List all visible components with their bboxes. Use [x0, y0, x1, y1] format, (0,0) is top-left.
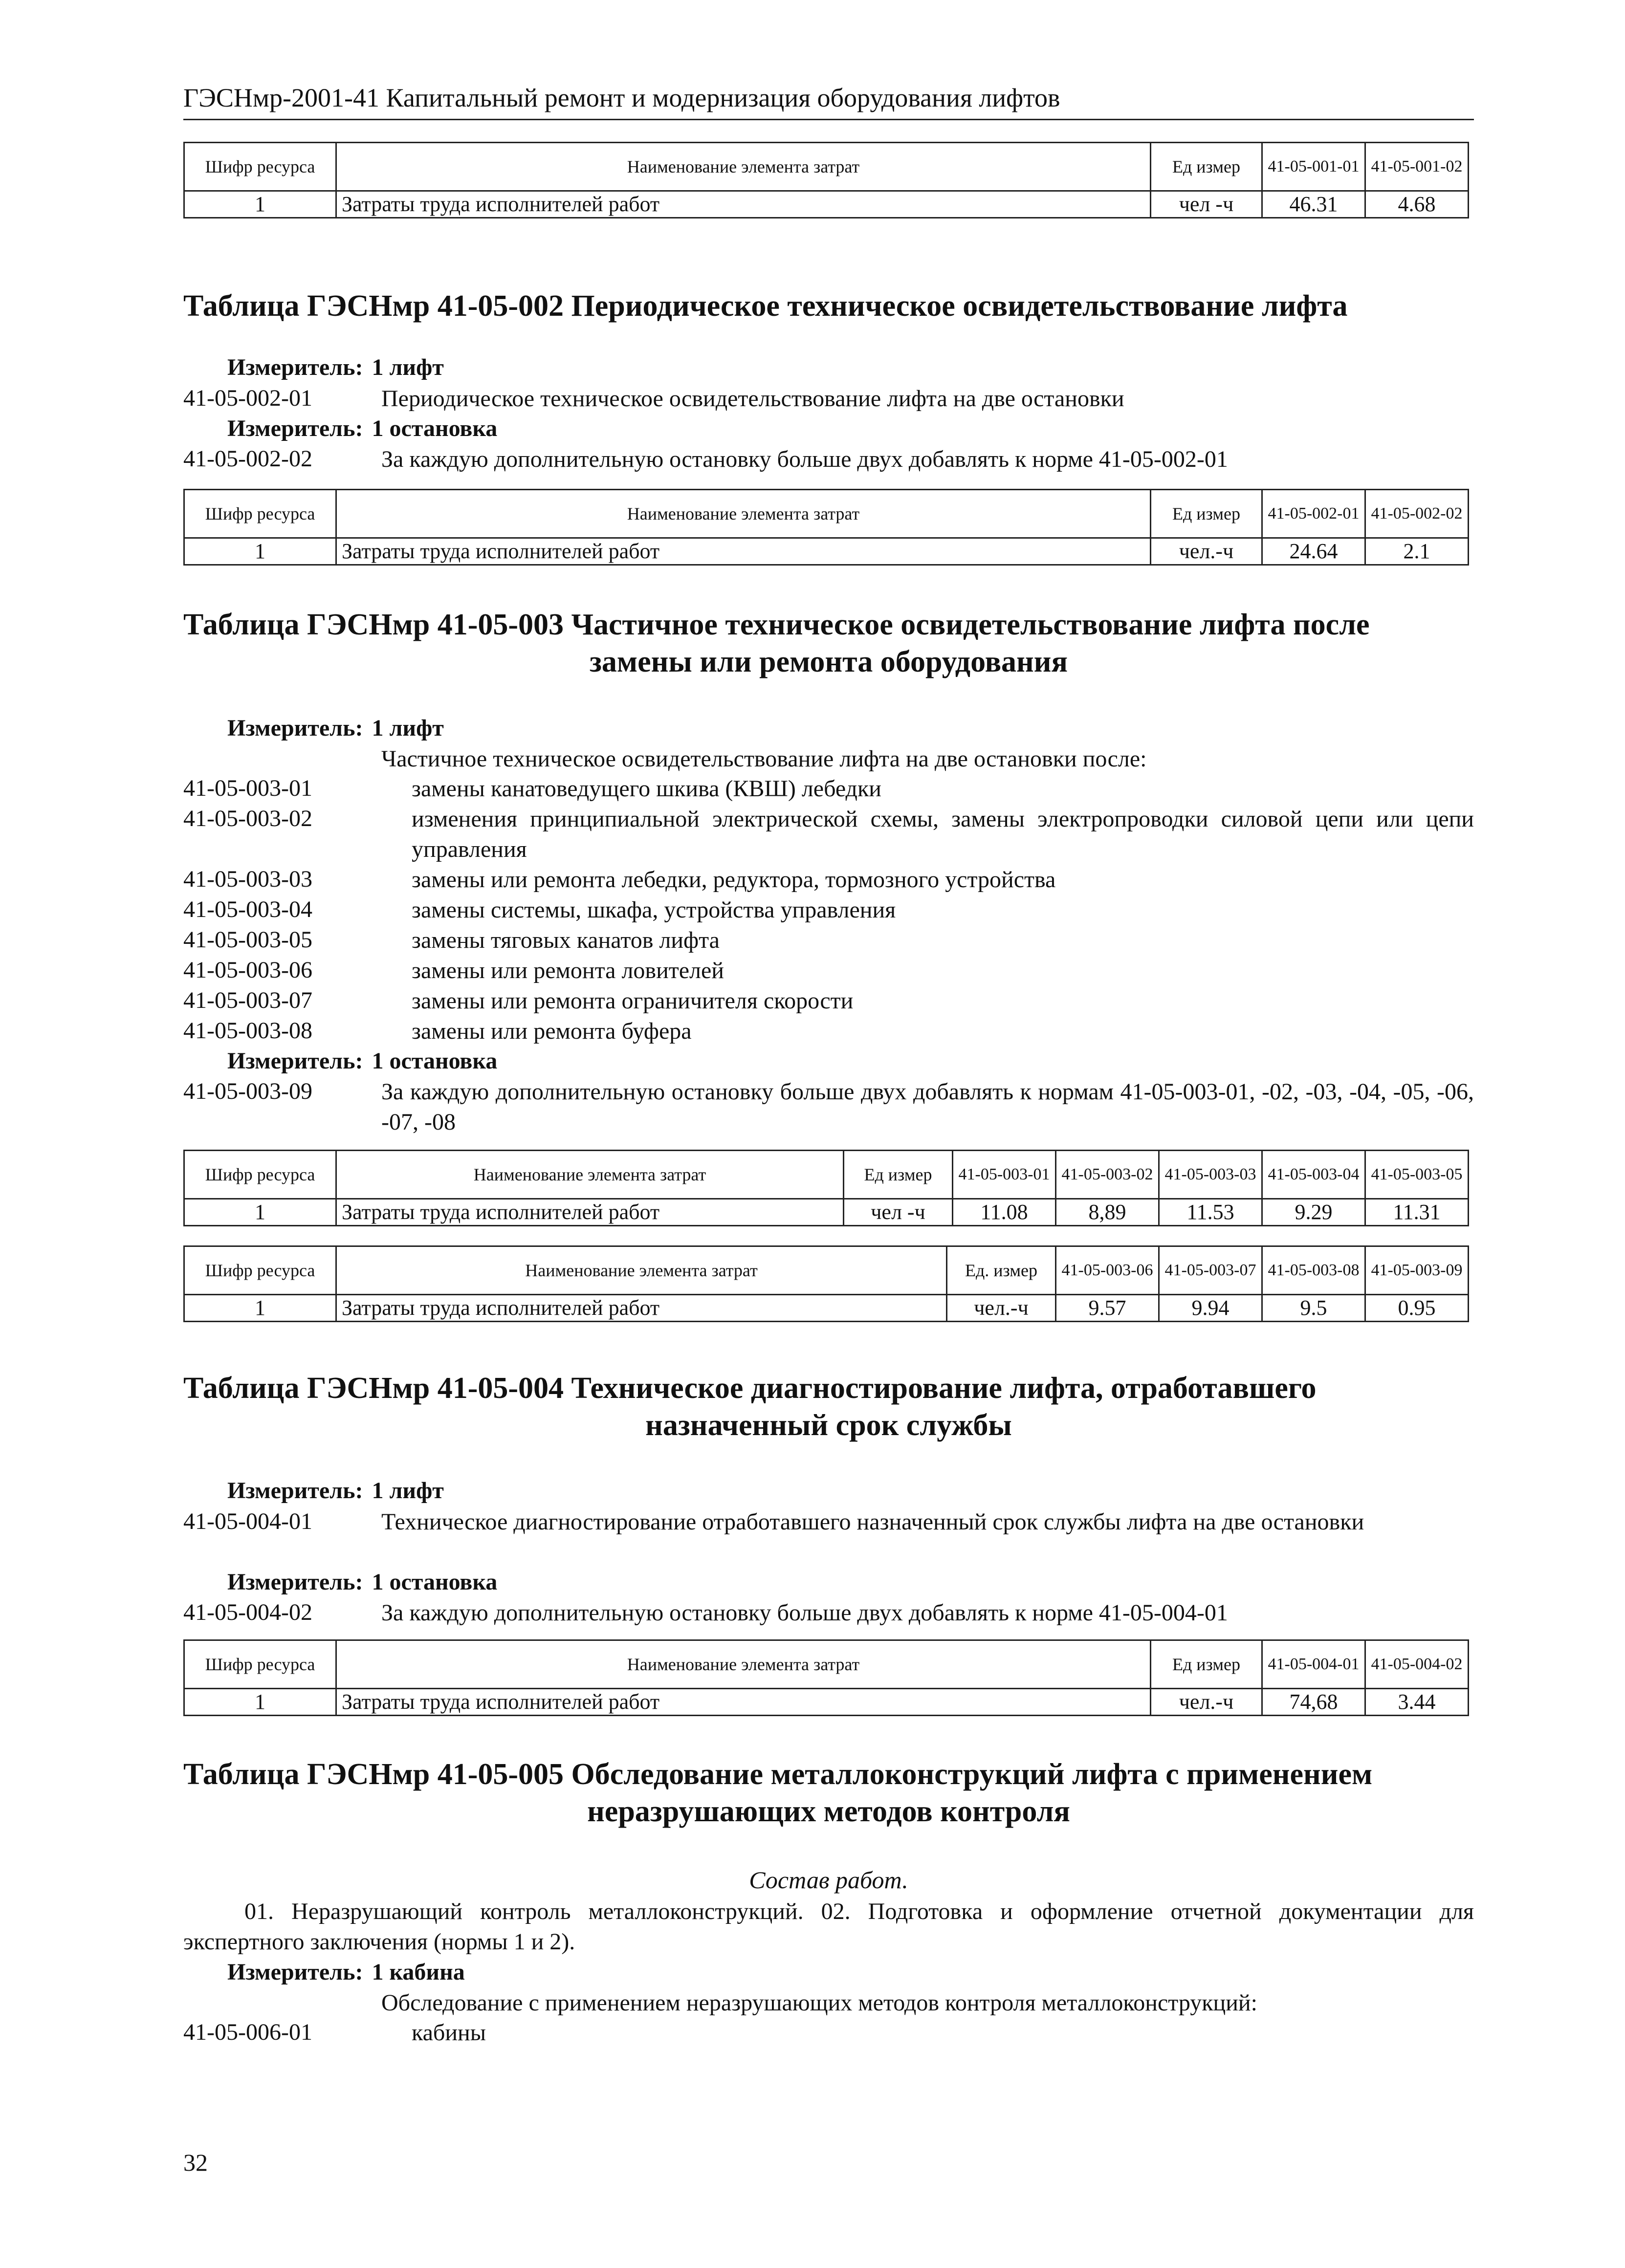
meter-value: 1 лифт: [372, 715, 444, 741]
col-code-header: Шифр ресурса: [184, 1246, 336, 1295]
page-number: 32: [183, 2149, 208, 2176]
norm-code-header: 41-05-003-05: [1365, 1151, 1469, 1199]
heading-line: Таблица ГЭСНмр 41-05-005 Обследование металлоконструкций лифта с применением: [183, 1758, 1373, 1791]
norm-code-header: 41-05-003-09: [1365, 1246, 1469, 1295]
row-code: 1: [184, 1689, 336, 1716]
row-name: Затраты труда исполнителей работ: [336, 1689, 1151, 1716]
norm-code-header: 41-05-001-01: [1262, 143, 1365, 191]
norm-code: 41-05-003-06: [183, 957, 312, 983]
row-value: 11.08: [953, 1199, 1056, 1226]
meter-line: [227, 414, 497, 443]
running-header: ГЭСНмр-2001-41 Капитальный ремонт и модернизация оборудования лифтов: [183, 81, 1474, 120]
norm-code: 41-05-002-01: [183, 385, 312, 411]
row-unit: чел.-ч: [1151, 1689, 1262, 1716]
row-unit: чел -ч: [1151, 191, 1262, 218]
row-unit: чел -ч: [844, 1199, 953, 1226]
norm-code: 41-05-003-05: [183, 927, 312, 953]
norm-code: 41-05-003-03: [183, 866, 312, 892]
norm-code-header: 41-05-003-08: [1262, 1246, 1365, 1295]
norm-code: 41-05-003-07: [183, 987, 312, 1013]
row-value: 8,89: [1056, 1199, 1159, 1226]
row-value: 24.64: [1262, 538, 1365, 565]
norm-code-header: 41-05-003-03: [1159, 1151, 1262, 1199]
col-unit-header: Ед измер: [1151, 1640, 1262, 1689]
norm-description: замены системы, шкафа, устройства управления: [412, 897, 896, 923]
col-name-header: Наименование элемента затрат: [336, 1151, 844, 1199]
col-name-header: Наименование элемента затрат: [336, 1246, 947, 1295]
col-code-header: Шифр ресурса: [184, 490, 336, 538]
norm-code-header: 41-05-004-01: [1262, 1640, 1365, 1689]
meter-label: Измеритель:: [227, 715, 363, 741]
cost-table-002: [183, 489, 1469, 566]
work-composition-text: 01. Неразрушающий контроль металлоконструкций. 02. Подготовка и оформление отчетной документации для экспертного заключения (нормы 1 и 2).: [183, 1898, 1474, 1955]
cost-table-003-a: [183, 1150, 1469, 1226]
meter-line: [227, 1958, 465, 1987]
norm-description: замены канатоведущего шкива (КВШ) лебедки: [412, 776, 881, 802]
norm-description: замены или ремонта ловителей: [412, 958, 724, 983]
meter-label: Измеритель:: [227, 1569, 363, 1595]
meter-label: Измеритель:: [227, 1959, 363, 1985]
row-value: 9.5: [1262, 1295, 1365, 1322]
norm-code-header: 41-05-003-06: [1056, 1246, 1159, 1295]
col-unit-header: Ед измер: [1151, 490, 1262, 538]
col-name-header: Наименование элемента затрат: [336, 143, 1151, 191]
row-name: Затраты труда исполнителей работ: [336, 1199, 844, 1226]
norm-description: За каждую дополнительную остановку больше двух добавлять к нормам 41-05-003-01, -02, -03, -04, -05, -06, -07, -08: [381, 1079, 1474, 1135]
row-value: 4.68: [1365, 191, 1469, 218]
norm-code: 41-05-003-08: [183, 1018, 312, 1044]
norm-intro: Обследование с применением неразрушающих методов контроля металлоконструкций:: [381, 1990, 1257, 2016]
norm-code-header: 41-05-003-07: [1159, 1246, 1262, 1295]
heading-line: неразрушающих методов контроля: [587, 1795, 1070, 1828]
row-code: 1: [184, 191, 336, 218]
col-code-header: Шифр ресурса: [184, 1151, 336, 1199]
row-unit: чел.-ч: [947, 1295, 1056, 1322]
meter-value: 1 остановка: [372, 1048, 498, 1074]
row-name: Затраты труда исполнителей работ: [336, 1295, 947, 1322]
col-unit-header: Ед. измер: [947, 1246, 1056, 1295]
norm-description: изменения принципиальной электрической схемы, замены электропроводки силовой цепи или цепи управления: [412, 806, 1474, 862]
cost-table-003-b: [183, 1245, 1469, 1322]
heading-line: Таблица ГЭСНмр 41-05-004 Техническое диагностирование лифта, отработавшего: [183, 1372, 1317, 1405]
meter-label: Измеритель:: [227, 1478, 363, 1504]
norm-description: замены тяговых канатов лифта: [412, 927, 720, 953]
meter-line: [227, 1476, 444, 1505]
norm-code-header: 41-05-003-04: [1262, 1151, 1365, 1199]
row-value: 9.94: [1159, 1295, 1262, 1322]
norm-code-header: 41-05-002-01: [1262, 490, 1365, 538]
norm-description: кабины: [412, 2020, 486, 2046]
col-code-header: Шифр ресурса: [184, 143, 336, 191]
row-code: 1: [184, 538, 336, 565]
norm-code: 41-05-002-02: [183, 446, 312, 472]
row-code: 1: [184, 1199, 336, 1226]
row-value: 46.31: [1262, 191, 1365, 218]
row-value: 11.53: [1159, 1199, 1262, 1226]
heading-line: замены или ремонта оборудования: [589, 645, 1068, 678]
cost-table-004: [183, 1639, 1469, 1716]
norm-code: 41-05-003-09: [183, 1078, 312, 1104]
heading-line: назначенный срок службы: [645, 1409, 1012, 1442]
norm-code: 41-05-006-01: [183, 2019, 312, 2045]
cost-table-001: [183, 142, 1469, 218]
meter-label: Измеритель:: [227, 415, 363, 441]
norm-code: 41-05-003-04: [183, 896, 312, 922]
norm-code-header: 41-05-003-01: [953, 1151, 1056, 1199]
norm-intro: Частичное техническое освидетельствование лифта на две остановки после:: [381, 746, 1147, 772]
norm-description: За каждую дополнительную остановку больше двух добавлять к норме 41-05-004-01: [381, 1600, 1228, 1626]
row-value: 2.1: [1365, 538, 1469, 565]
meter-line: [227, 1568, 497, 1597]
meter-line: [227, 1047, 497, 1076]
col-name-header: Наименование элемента затрат: [336, 1640, 1151, 1689]
meter-line: [227, 353, 444, 382]
norm-code: 41-05-004-02: [183, 1599, 312, 1625]
heading-line: Таблица ГЭСНмр 41-05-003 Частичное техническое освидетельствование лифта после: [183, 608, 1370, 641]
section-heading-002: Таблица ГЭСНмр 41-05-002 Периодическое техническое освидетельствование лифта: [183, 289, 1348, 323]
row-name: Затраты труда исполнителей работ: [336, 191, 1151, 218]
row-name: Затраты труда исполнителей работ: [336, 538, 1151, 565]
norm-description: Техническое диагностирование отработавшего назначенный срок службы лифта на две остановки: [381, 1509, 1364, 1535]
section-heading-004: [183, 1370, 1474, 1444]
norm-description: Периодическое техническое освидетельствование лифта на две остановки: [381, 386, 1124, 412]
norm-code: 41-05-004-01: [183, 1508, 312, 1534]
norm-code: 41-05-003-01: [183, 775, 312, 801]
norm-description: замены или ремонта ограничителя скорости: [412, 988, 854, 1014]
norm-code-header: 41-05-004-02: [1365, 1640, 1469, 1689]
meter-value: 1 кабина: [372, 1959, 465, 1985]
row-value: 9.57: [1056, 1295, 1159, 1322]
meter-value: 1 лифт: [372, 354, 444, 380]
row-value: 0.95: [1365, 1295, 1469, 1322]
norm-description: замены или ремонта лебедки, редуктора, тормозного устройства: [412, 867, 1056, 893]
col-name-header: Наименование элемента затрат: [336, 490, 1151, 538]
norm-code-header: 41-05-002-02: [1365, 490, 1469, 538]
row-unit: чел.-ч: [1151, 538, 1262, 565]
meter-value: 1 остановка: [372, 1569, 498, 1595]
col-unit-header: Ед измер: [1151, 143, 1262, 191]
row-code: 1: [184, 1295, 336, 1322]
col-unit-header: Ед измер: [844, 1151, 953, 1199]
row-value: 9.29: [1262, 1199, 1365, 1226]
work-composition-title: Состав работ.: [749, 1866, 908, 1894]
section-heading-005: [183, 1756, 1474, 1830]
meter-label: Измеритель:: [227, 1048, 363, 1074]
row-value: 11.31: [1365, 1199, 1469, 1226]
row-value: 3.44: [1365, 1689, 1469, 1716]
norm-description: За каждую дополнительную остановку больше двух добавлять к норме 41-05-002-01: [381, 446, 1228, 472]
norm-description: замены или ремонта буфера: [412, 1018, 692, 1044]
meter-value: 1 лифт: [372, 1478, 444, 1504]
row-value: 74,68: [1262, 1689, 1365, 1716]
norm-code-header: 41-05-003-02: [1056, 1151, 1159, 1199]
norm-code-header: 41-05-001-02: [1365, 143, 1469, 191]
meter-label: Измеритель:: [227, 354, 363, 380]
meter-value: 1 остановка: [372, 415, 498, 441]
meter-line: [227, 714, 444, 743]
col-code-header: Шифр ресурса: [184, 1640, 336, 1689]
section-heading-003: [183, 606, 1474, 680]
norm-code: 41-05-003-02: [183, 806, 312, 831]
